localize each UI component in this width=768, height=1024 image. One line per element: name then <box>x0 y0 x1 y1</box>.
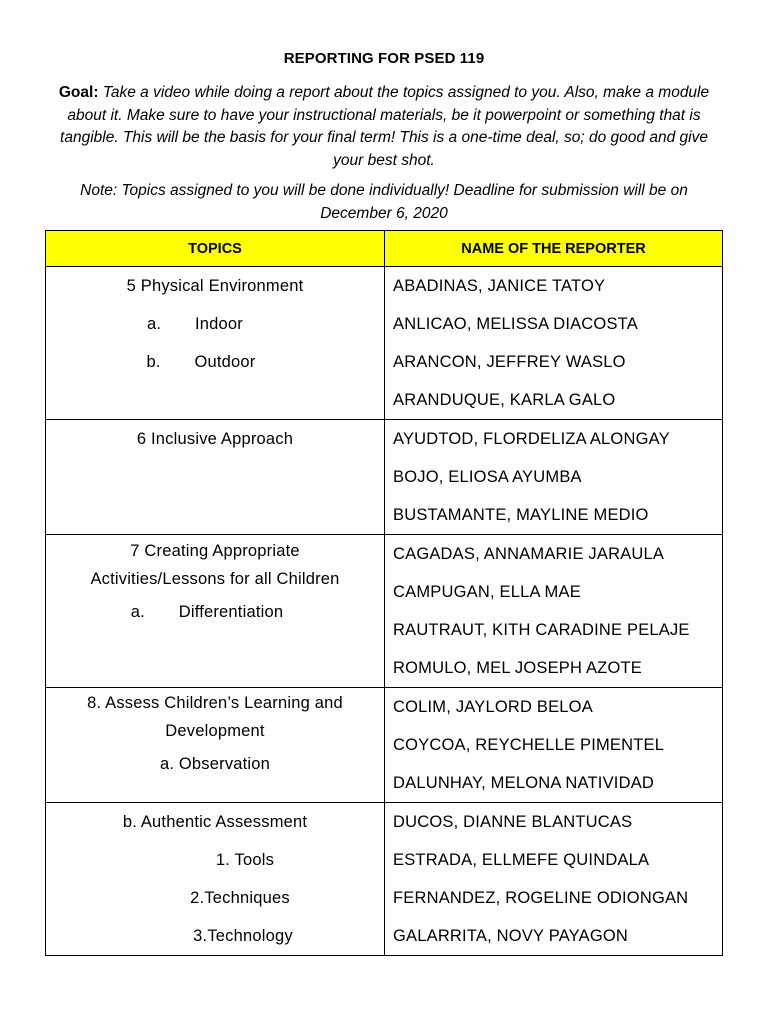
reporter-table <box>45 230 723 956</box>
reporter-name: ROMULO, MEL JOSEPH AZOTE <box>393 659 642 677</box>
reporter-name: COLIM, JAYLORD BELOA <box>393 698 593 716</box>
topic-cell <box>46 267 385 420</box>
topic-line: Development <box>165 722 265 740</box>
names-cell <box>385 535 723 688</box>
topic-line: 3.Technology <box>193 927 293 945</box>
topic-subitem <box>46 593 384 631</box>
column-header-reporter: NAME OF THE REPORTER <box>385 231 723 267</box>
reporter-name: BOJO, ELIOSA AYUMBA <box>393 468 582 486</box>
reporter-name: GALARRITA, NOVY PAYAGON <box>393 927 629 945</box>
topic-line: 5 Physical Environment <box>126 277 304 295</box>
topic-subitem-letter: b. <box>146 353 161 371</box>
table-header-row <box>46 231 723 267</box>
topic-line: 7 Creating Appropriate <box>130 542 300 560</box>
goal-text: Take a video while doing a report about the topics assigned to you. Also, make a module about it. Make sure to have your instructional materials, be it powerpoint or something that is tangible. This will be the basis for your final term! This is a one-time deal, so; do good and give your best shot. <box>60 84 710 169</box>
document-title: REPORTING FOR PSED 119 <box>283 50 485 67</box>
reporter-name: ANLICAO, MELISSA DIACOSTA <box>393 315 638 333</box>
topic-subitem-text: Indoor <box>195 315 243 333</box>
reporter-name: ABADINAS, JANICE TATOY <box>393 277 606 295</box>
topic-subitem-text: Outdoor <box>194 353 256 371</box>
topic-subitem-letter: a. <box>147 315 162 333</box>
topic-line: b. Authentic Assessment <box>122 813 308 831</box>
reporter-name: ESTRADA, ELLMEFE QUINDALA <box>393 851 650 869</box>
topic-line: 6 Inclusive Approach <box>136 430 294 448</box>
topic-line: 2.Techniques <box>190 889 290 907</box>
names-cell <box>385 267 723 420</box>
topic-subitem <box>46 343 384 381</box>
topic-cell <box>46 688 385 803</box>
goal-paragraph <box>44 82 724 172</box>
reporter-name: CAGADAS, ANNAMARIE JARAULA <box>393 545 665 563</box>
names-cell <box>385 803 723 956</box>
reporter-name: COYCOA, REYCHELLE PIMENTEL <box>393 736 665 754</box>
reporter-name: AYUDTOD, FLORDELIZA ALONGAY <box>393 430 670 448</box>
topic-line: a. Observation <box>159 755 271 773</box>
topic-cell <box>46 803 385 956</box>
topic-cell <box>46 420 385 535</box>
topic-line: 8. Assess Children’s Learning and <box>87 694 343 712</box>
column-header-topics: TOPICS <box>46 231 385 267</box>
table-row <box>46 688 723 803</box>
table-row <box>46 267 723 420</box>
topic-subitem-letter: a. <box>130 603 145 621</box>
reporter-name: RAUTRAUT, KITH CARADINE PELAJE <box>393 621 690 639</box>
names-cell <box>385 688 723 803</box>
topic-cell <box>46 535 385 688</box>
topic-line: 1. Tools <box>215 851 275 869</box>
note-paragraph: Note: Topics assigned to you will be done individually! Deadline for submission will be on December 6, 2020 <box>80 182 688 222</box>
names-cell <box>385 420 723 535</box>
reporter-name: DALUNHAY, MELONA NATIVIDAD <box>393 774 655 792</box>
table-row <box>46 420 723 535</box>
table-row <box>46 535 723 688</box>
topic-subitem-text: Differentiation <box>178 603 284 621</box>
reporter-name: BUSTAMANTE, MAYLINE MEDIO <box>393 506 649 524</box>
table-row <box>46 803 723 956</box>
reporter-name: CAMPUGAN, ELLA MAE <box>393 583 581 601</box>
goal-label: Goal: <box>58 84 99 101</box>
topic-line: Activities/Lessons for all Children <box>90 570 340 588</box>
reporter-name: DUCOS, DIANNE BLANTUCAS <box>393 813 633 831</box>
reporter-name: FERNANDEZ, ROGELINE ODIONGAN <box>393 889 689 907</box>
reporter-name: ARANDUQUE, KARLA GALO <box>393 391 616 409</box>
topic-subitem <box>46 305 384 343</box>
reporter-name: ARANCON, JEFFREY WASLO <box>393 353 626 371</box>
